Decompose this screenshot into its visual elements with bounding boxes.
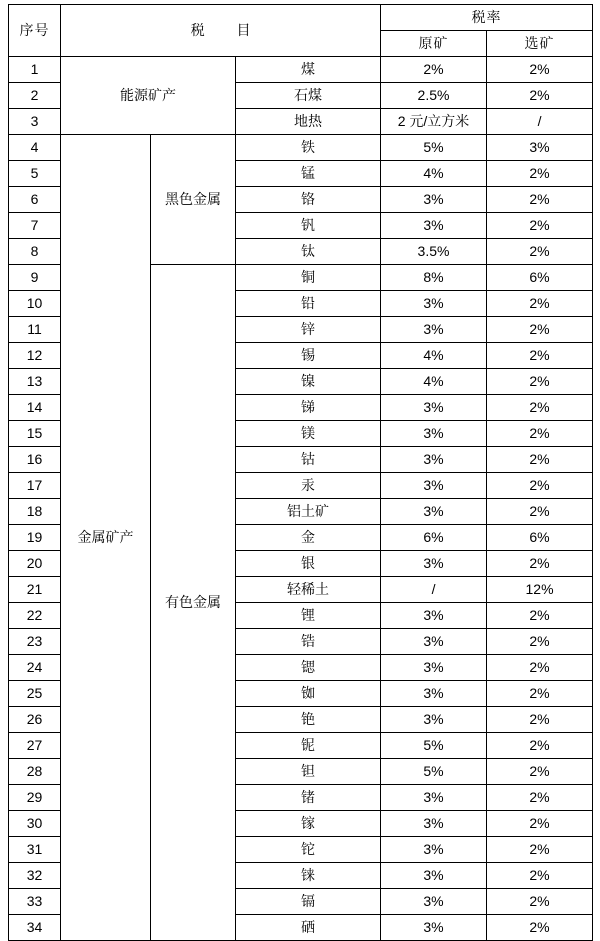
cell-seq: 34	[9, 915, 61, 941]
cell-raw-rate: 4%	[381, 343, 487, 369]
cell-dressed-rate: 2%	[487, 811, 593, 837]
cell-seq: 4	[9, 135, 61, 161]
cell-seq: 26	[9, 707, 61, 733]
cell-dressed-rate: 6%	[487, 525, 593, 551]
cell-item: 钒	[236, 213, 381, 239]
cell-item: 镁	[236, 421, 381, 447]
cell-subcategory-ferrous: 黑色金属	[151, 135, 236, 265]
cell-seq: 12	[9, 343, 61, 369]
cell-item: 轻稀土	[236, 577, 381, 603]
cell-dressed-rate: 2%	[487, 187, 593, 213]
cell-seq: 24	[9, 655, 61, 681]
cell-raw-rate: 3.5%	[381, 239, 487, 265]
cell-seq: 30	[9, 811, 61, 837]
cell-seq: 13	[9, 369, 61, 395]
column-header-tax-rate: 税率	[381, 5, 593, 31]
cell-seq: 1	[9, 57, 61, 83]
cell-seq: 2	[9, 83, 61, 109]
cell-item: 钴	[236, 447, 381, 473]
cell-seq: 28	[9, 759, 61, 785]
cell-item: 石煤	[236, 83, 381, 109]
cell-seq: 11	[9, 317, 61, 343]
cell-item: 钽	[236, 759, 381, 785]
cell-dressed-rate: 3%	[487, 135, 593, 161]
cell-dressed-rate: 2%	[487, 733, 593, 759]
cell-item: 铝土矿	[236, 499, 381, 525]
cell-seq: 15	[9, 421, 61, 447]
cell-item: 铼	[236, 863, 381, 889]
cell-seq: 3	[9, 109, 61, 135]
cell-item: 锑	[236, 395, 381, 421]
cell-seq: 10	[9, 291, 61, 317]
cell-raw-rate: 3%	[381, 811, 487, 837]
cell-dressed-rate: 2%	[487, 863, 593, 889]
cell-item: 铁	[236, 135, 381, 161]
cell-seq: 5	[9, 161, 61, 187]
cell-seq: 17	[9, 473, 61, 499]
cell-seq: 6	[9, 187, 61, 213]
cell-raw-rate: 4%	[381, 161, 487, 187]
cell-seq: 22	[9, 603, 61, 629]
cell-raw-rate: 3%	[381, 629, 487, 655]
cell-dressed-rate: 2%	[487, 161, 593, 187]
cell-raw-rate: 3%	[381, 213, 487, 239]
cell-item: 钛	[236, 239, 381, 265]
cell-raw-rate: 3%	[381, 317, 487, 343]
cell-raw-rate: 3%	[381, 889, 487, 915]
cell-seq: 29	[9, 785, 61, 811]
cell-dressed-rate: /	[487, 109, 593, 135]
table-header	[9, 5, 593, 57]
cell-dressed-rate: 2%	[487, 707, 593, 733]
cell-dressed-rate: 2%	[487, 421, 593, 447]
column-header-tax-item: 税 目	[61, 5, 381, 57]
cell-raw-rate: 3%	[381, 603, 487, 629]
cell-raw-rate: 3%	[381, 551, 487, 577]
cell-seq: 31	[9, 837, 61, 863]
cell-dressed-rate: 12%	[487, 577, 593, 603]
cell-dressed-rate: 2%	[487, 655, 593, 681]
cell-item: 铊	[236, 837, 381, 863]
cell-item: 镉	[236, 889, 381, 915]
cell-item: 镓	[236, 811, 381, 837]
cell-seq: 19	[9, 525, 61, 551]
cell-raw-rate: 2 元/立方米	[381, 109, 487, 135]
cell-raw-rate: 3%	[381, 395, 487, 421]
cell-raw-rate: 4%	[381, 369, 487, 395]
cell-item: 铬	[236, 187, 381, 213]
cell-raw-rate: 3%	[381, 421, 487, 447]
cell-item: 锂	[236, 603, 381, 629]
cell-item: 铜	[236, 265, 381, 291]
cell-raw-rate: 3%	[381, 187, 487, 213]
table-row	[9, 135, 593, 161]
cell-raw-rate: 3%	[381, 915, 487, 941]
cell-dressed-rate: 2%	[487, 317, 593, 343]
cell-dressed-rate: 6%	[487, 265, 593, 291]
table-header-row-1	[9, 5, 593, 31]
cell-raw-rate: 3%	[381, 447, 487, 473]
cell-dressed-rate: 2%	[487, 83, 593, 109]
cell-seq: 16	[9, 447, 61, 473]
cell-raw-rate: 3%	[381, 499, 487, 525]
cell-dressed-rate: 2%	[487, 759, 593, 785]
cell-item: 银	[236, 551, 381, 577]
cell-raw-rate: 3%	[381, 785, 487, 811]
column-header-seq: 序号	[9, 5, 61, 57]
cell-dressed-rate: 2%	[487, 837, 593, 863]
cell-raw-rate: 3%	[381, 681, 487, 707]
cell-dressed-rate: 2%	[487, 915, 593, 941]
cell-item: 硒	[236, 915, 381, 941]
cell-dressed-rate: 2%	[487, 57, 593, 83]
cell-raw-rate: 5%	[381, 733, 487, 759]
cell-item: 铯	[236, 707, 381, 733]
cell-item: 金	[236, 525, 381, 551]
cell-dressed-rate: 2%	[487, 785, 593, 811]
cell-seq: 27	[9, 733, 61, 759]
cell-seq: 33	[9, 889, 61, 915]
cell-dressed-rate: 2%	[487, 447, 593, 473]
column-header-dressed-ore: 选矿	[487, 31, 593, 57]
cell-raw-rate: 5%	[381, 759, 487, 785]
cell-item: 汞	[236, 473, 381, 499]
cell-subcategory-nonferrous: 有色金属	[151, 265, 236, 941]
cell-seq: 8	[9, 239, 61, 265]
cell-dressed-rate: 2%	[487, 473, 593, 499]
cell-raw-rate: 5%	[381, 135, 487, 161]
cell-seq: 20	[9, 551, 61, 577]
cell-dressed-rate: 2%	[487, 681, 593, 707]
cell-item: 铅	[236, 291, 381, 317]
cell-seq: 7	[9, 213, 61, 239]
cell-dressed-rate: 2%	[487, 369, 593, 395]
cell-raw-rate: 8%	[381, 265, 487, 291]
cell-seq: 18	[9, 499, 61, 525]
cell-seq: 32	[9, 863, 61, 889]
cell-seq: 14	[9, 395, 61, 421]
cell-seq: 23	[9, 629, 61, 655]
cell-raw-rate: /	[381, 577, 487, 603]
cell-raw-rate: 6%	[381, 525, 487, 551]
cell-seq: 25	[9, 681, 61, 707]
cell-item: 镍	[236, 369, 381, 395]
cell-item: 锌	[236, 317, 381, 343]
cell-item: 锰	[236, 161, 381, 187]
cell-item: 铷	[236, 681, 381, 707]
table-row	[9, 57, 593, 83]
cell-dressed-rate: 2%	[487, 395, 593, 421]
column-header-raw-ore: 原矿	[381, 31, 487, 57]
cell-raw-rate: 2%	[381, 57, 487, 83]
cell-dressed-rate: 2%	[487, 291, 593, 317]
cell-item: 锗	[236, 785, 381, 811]
cell-seq: 21	[9, 577, 61, 603]
cell-raw-rate: 3%	[381, 473, 487, 499]
cell-dressed-rate: 2%	[487, 889, 593, 915]
cell-dressed-rate: 2%	[487, 603, 593, 629]
cell-raw-rate: 2.5%	[381, 83, 487, 109]
cell-item: 煤	[236, 57, 381, 83]
cell-raw-rate: 3%	[381, 291, 487, 317]
cell-item: 锶	[236, 655, 381, 681]
resource-tax-rate-table	[8, 4, 593, 941]
cell-dressed-rate: 2%	[487, 499, 593, 525]
cell-dressed-rate: 2%	[487, 343, 593, 369]
cell-dressed-rate: 2%	[487, 629, 593, 655]
cell-item: 锆	[236, 629, 381, 655]
cell-category-energy: 能源矿产	[61, 57, 236, 135]
cell-dressed-rate: 2%	[487, 551, 593, 577]
cell-raw-rate: 3%	[381, 837, 487, 863]
cell-item: 铌	[236, 733, 381, 759]
cell-raw-rate: 3%	[381, 863, 487, 889]
cell-dressed-rate: 2%	[487, 213, 593, 239]
cell-raw-rate: 3%	[381, 655, 487, 681]
table-body	[9, 57, 593, 941]
cell-raw-rate: 3%	[381, 707, 487, 733]
cell-category-metal: 金属矿产	[61, 135, 151, 941]
cell-item: 地热	[236, 109, 381, 135]
cell-seq: 9	[9, 265, 61, 291]
cell-dressed-rate: 2%	[487, 239, 593, 265]
cell-item: 锡	[236, 343, 381, 369]
